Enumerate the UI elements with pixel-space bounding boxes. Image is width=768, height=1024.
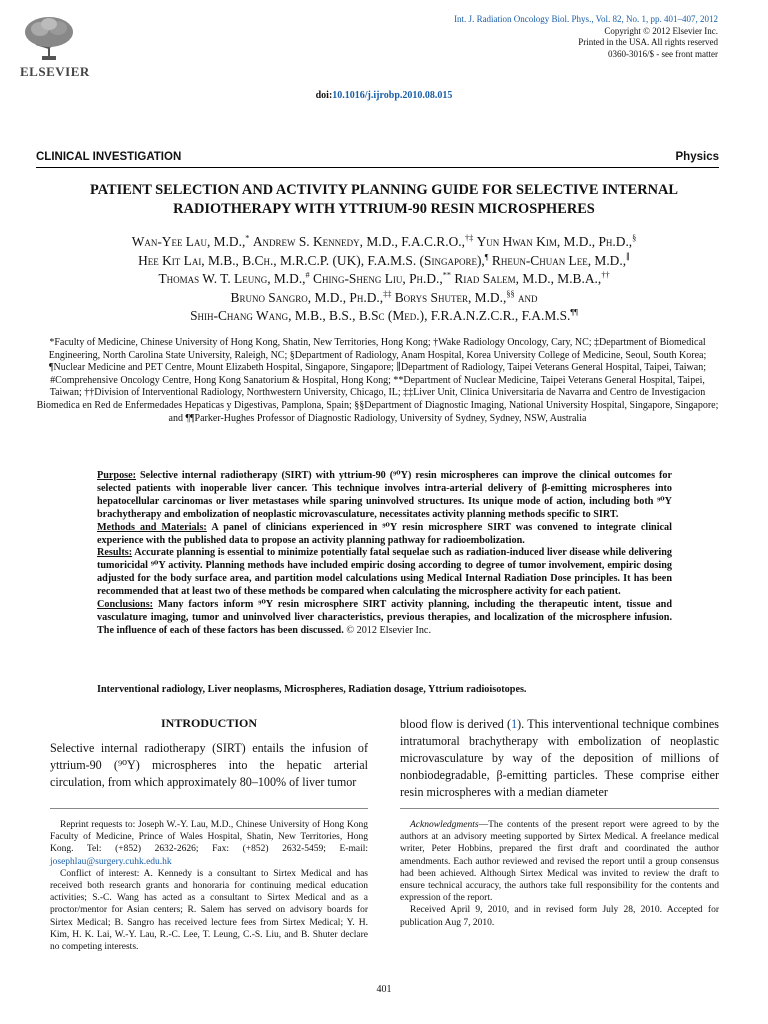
conflict-of-interest: Conflict of interest: A. Kennedy is a consultant to Sirtex Medical and has received both research grants and honoraria for continuing medical education activities; S.-C. Wang has acted as a consultant to Sirtex Medical and as a proctor/mentor for Asian centers; R. Salem has served on advisory boards for Sirtex Medical; B. Sangro has received lecture fees from Sirtex Medical; Y. H. Kim, H. K. Lai, W.-Y. Lau, R.-C. Lee, T. Leung, C.-S. Liu, and B. Shuter declare no competing interests.	[50, 868, 368, 953]
author-affil-mark: ¶	[484, 252, 489, 262]
section-rule	[36, 167, 719, 168]
purpose-heading: Purpose:	[97, 470, 137, 481]
author-affil-mark: *	[245, 233, 250, 243]
doi-line	[0, 90, 768, 101]
citation-block	[358, 14, 718, 60]
purpose-text: Selective internal radiotherapy (SIRT) with yttrium-90 (⁹⁰Y) resin microspheres can improve the clinical outcomes for selected patients with inoperable liver cancer. This technique involves intra-arterial delivery of β-emitting microspheres into hepatocellular carcinomas or liver metastases while sparing uninvolved structures. Its unique mode of action, including both ⁹⁰Y brachytherapy and embolization of neoplastic microvasculature, necessitates activity planning methods specific to SIRT.	[97, 470, 672, 520]
author-name: Ching-Sheng Liu, Ph.D.,	[313, 271, 443, 286]
results-heading: Results:	[97, 547, 133, 559]
section-bar	[36, 151, 719, 165]
author-name: Shih-Chang Wang, M.B., B.S., B.Sc (Med.), F.R.A.N.Z.C.R., F.A.M.S.	[190, 308, 571, 323]
author-affil-mark: ∥	[626, 252, 630, 262]
intro-paragraph-right	[400, 716, 719, 801]
reprint-requests	[50, 819, 368, 868]
author-name: Bruno Sangro, M.D., Ph.D.,	[230, 289, 384, 305]
reference-link[interactable]: 1	[511, 717, 518, 731]
intro-text: blood flow is derived (	[400, 717, 512, 731]
footnotes-right	[400, 819, 719, 929]
received-dates: Received April 9, 2010, and in revised form July 28, 2010. Accepted for publication Aug 7, 2010.	[400, 905, 719, 928]
doi-link[interactable]: 10.1016/j.ijrobp.2010.08.015	[332, 90, 453, 101]
issn-line: 0360-3016/$ - see front matter	[608, 48, 718, 59]
email-link[interactable]: josephlau@surgery.cuhk.edu.hk	[50, 856, 172, 867]
author-name: Borys Shuter, M.D.,	[394, 289, 507, 305]
reprint-text: Reprint requests to: Joseph W.-Y. Lau, M.D., Chinese University of Hong Kong Faculty of Medicine, Prince of Wales Hospital, Shatin, New Territories, Hong Kong. Tel: (+852) 2632-2626; Fax: (+852) 2632-5459; E-mail:	[50, 820, 368, 855]
author-conjunction: and	[517, 289, 538, 305]
intro-text: ). This interventional technique combines intratumoral brachytherapy with embolization of neoplastic microvasculature by way of the deposition of millions of nonbiodegradable, β-emitting particles. These comprise either resin microspheres with a median diameter	[400, 717, 720, 799]
author-affil-mark: †‡	[464, 233, 474, 243]
ack-text: —The contents of the present report were agreed to by the authors at an advisory meeting supported by Sirtex Medical. A freelance medical writer, Peter Hobbins, prepared the first draft and coordinated the author amendments. Each author reviewed and revised the report until a group consensus had been achieved. Although Sirtex Medical was invited to review the draft to ensure technical accuracy, the authors take full responsibility for the contents and expression of the report.	[400, 820, 719, 904]
author-name: Rheun-Chuan Lee, M.D.,	[491, 252, 627, 268]
author-name: Hee Kit Lai, M.B., B.Ch., M.R.C.P. (UK), F.A.M.S. (Singapore),	[138, 252, 485, 268]
section-label: CLINICAL INVESTIGATION	[36, 151, 182, 163]
abstract	[97, 470, 672, 638]
author-affil-mark: §§	[506, 289, 515, 299]
methods-text: A panel of clinicians experienced in ⁹⁰Y resin microsphere SIRT was convened to integrate clinical experience with the published data to propose an activity planning pathway for radioembolization.	[97, 521, 672, 546]
author-affil-mark: §	[632, 233, 637, 243]
ack-label: Acknowledgments	[410, 820, 479, 830]
author-affil-mark: ¶¶	[570, 307, 578, 317]
author-name: Andrew S. Kennedy, M.D., F.A.C.R.O.,	[252, 234, 465, 249]
author-affil-mark: ††	[601, 270, 610, 280]
conclusions-text: Many factors inform ⁹⁰Y resin microsphere SIRT activity planning, including the therapeutic intent, tissue and vasculature imaging, tumor and uninvolved liver characteristics, previous therapies, and localization of the microsphere infusion. The influence of each of these factors has been discussed.	[97, 599, 673, 636]
keywords: Interventional radiology, Liver neoplasms, Microspheres, Radiation dosage, Yttrium radioisotopes.	[97, 684, 527, 695]
conclusions-heading: Conclusions:	[97, 599, 154, 611]
author-affil-mark: **	[442, 270, 452, 280]
author-name: Wan-Yee Lau, M.D.,	[131, 234, 246, 249]
footnote-divider	[50, 808, 368, 809]
acknowledgments	[400, 819, 719, 904]
footnotes-left	[50, 819, 368, 953]
results-text: Accurate planning is essential to minimize potentially fatal sequelae such as radiation-induced liver disease while delivering tumoricidal ⁹⁰Y activity. Planning methods have included empiric dosing according to degree of tumor involvement, empiric dosing adjusted for the body surface area, and partition model calculations using Medical Internal Radiation Dose principles. It has been recommended that at least two of these methods be compared when calculating the microsphere activity for each patient.	[97, 547, 672, 598]
section-heading-introduction: INTRODUCTION	[160, 716, 257, 730]
publisher-name: ELSEVIER	[20, 64, 90, 79]
abstract-copyright: © 2012 Elsevier Inc.	[346, 624, 432, 636]
article-title: PATIENT SELECTION AND ACTIVITY PLANNING GUIDE FOR SELECTIVE INTERNAL RADIOTHERAPY WITH YTTRIUM-90 RESIN MICROSPHERES	[89, 182, 678, 217]
abstract-methods	[97, 522, 672, 548]
intro-paragraph-left: Selective internal radiotherapy (SIRT) entails the infusion of yttrium-90 (⁹⁰Y) microspheres into the hepatic arterial circulation, from which approximately 80–100% of liver tumor	[50, 741, 368, 789]
author-affil-mark: #	[305, 270, 310, 280]
methods-heading: Methods and Materials:	[97, 521, 207, 533]
copyright-line: Copyright © 2012 Elsevier Inc.	[604, 25, 718, 36]
author-name: Thomas W. T. Leung, M.D.,	[158, 271, 306, 286]
elsevier-tree-icon	[18, 14, 80, 62]
author-list	[50, 233, 718, 326]
author-name: Yun Hwan Kim, M.D., Ph.D.,	[476, 234, 633, 249]
doi-label: doi:	[315, 90, 333, 101]
footnote-divider	[400, 808, 719, 809]
subject-label: Physics	[675, 151, 719, 163]
author-affil-mark: ‡‡	[383, 289, 392, 299]
abstract-purpose	[97, 470, 672, 522]
page-number: 401	[376, 984, 392, 995]
abstract-results	[97, 547, 672, 599]
author-name: Riad Salem, M.D., M.B.A.,	[454, 271, 602, 286]
abstract-conclusions	[97, 599, 672, 638]
printed-line: Printed in the USA. All rights reserved	[578, 37, 718, 47]
affiliations: *Faculty of Medicine, Chinese University of Hong Kong, Shatin, New Territories, Hong Kong; †Wake Radiology Oncology, Cary, NC; ‡Department of Biomedical Engineering, North Carolina State University, Raleigh, NC; §Department of Radiology, Anam Hospital, Korea University College of Medicine, Seoul, South Korea; ¶Nuclear Medicine and PET Centre, Mount Elizabeth Hospital, Singapore, Singapore; ∥Department of Radiology, Taipei Veterans General Hospital, Taipei, Taiwan; #Comprehensive Oncology Centre, Hong Kong Sanatorium & Hospital, Hong Kong; **Department of Nuclear Medicine, Taipei Veterans General Hospital, Taipei, Taiwan; ††Division of Interventional Radiology, Northwestern University, Chicago, IL; ‡‡Liver Unit, Clinica Universitaria de Navarra and Centro de Investigacion Biomedica en Red de Enfermedades Hepaticas y Digestivas, Pamplona, Spain; §§Department of Diagnostic Imaging, National University Hospital, Singapore, Singapore; and ¶¶Parker-Hughes Professor of Diagnostic Radiology, University of Sydney, Sydney, NSW, Australia	[36, 337, 719, 424]
journal-citation[interactable]: Int. J. Radiation Oncology Biol. Phys., Vol. 82, No. 1, pp. 401–407, 2012	[454, 14, 718, 24]
